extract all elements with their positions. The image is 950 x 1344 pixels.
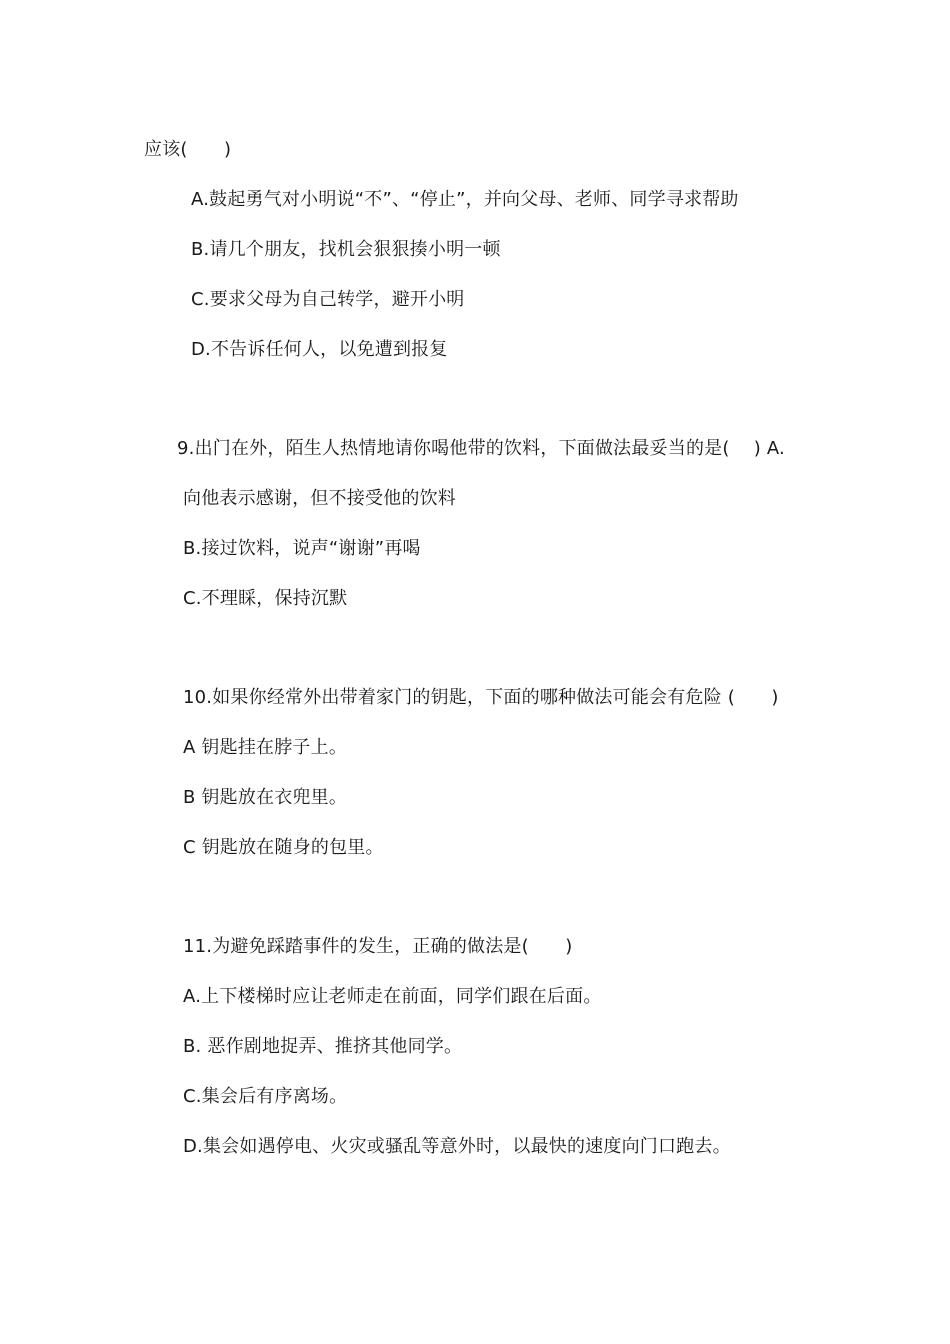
q10-option-c: C 钥匙放在随身的包里。 [183,837,384,858]
q8-option-d: D.不告诉任何人，以免遭到报复 [191,339,448,360]
q9-stem-cont: 向他表示感谢，但不接受他的饮料 [183,488,456,509]
q8-option-b: B.请几个朋友，找机会狠狠揍小明一顿 [191,239,501,260]
q11-option-b: B. 恶作剧地捉弄、推挤其他同学。 [183,1036,463,1057]
q10-option-b: B 钥匙放在衣兜里。 [183,787,348,808]
q9-stem: 9.出门在外，陌生人热情地请你喝他带的饮料，下面做法最妥当的是( ) A. [177,438,785,459]
q8-stem-tail: 应该( ) [144,139,232,160]
q10-option-a: A 钥匙挂在脖子上。 [183,737,348,758]
q11-option-d: D.集会如遇停电、火灾或骚乱等意外时，以最快的速度向门口跑去。 [183,1136,731,1157]
q8-option-a: A.鼓起勇气对小明说“不”、“停止”，并向父母、老师、同学寻求帮助 [191,189,739,210]
q11-option-c: C.集会后有序离场。 [183,1086,348,1107]
q11-stem: 11.为避免踩踏事件的发生，正确的做法是( ) [183,936,573,957]
q10-stem: 10.如果你经常外出带着家门的钥匙，下面的哪种做法可能会有危险 ( ) [183,687,779,708]
q11-option-a: A.上下楼梯时应让老师走在前面，同学们跟在后面。 [183,986,602,1007]
q8-option-c: C.要求父母为自己转学，避开小明 [191,289,465,310]
q9-option-b: B.接过饮料，说声“谢谢”再喝 [183,538,421,559]
q9-option-c: C.不理睬，保持沉默 [183,588,348,609]
